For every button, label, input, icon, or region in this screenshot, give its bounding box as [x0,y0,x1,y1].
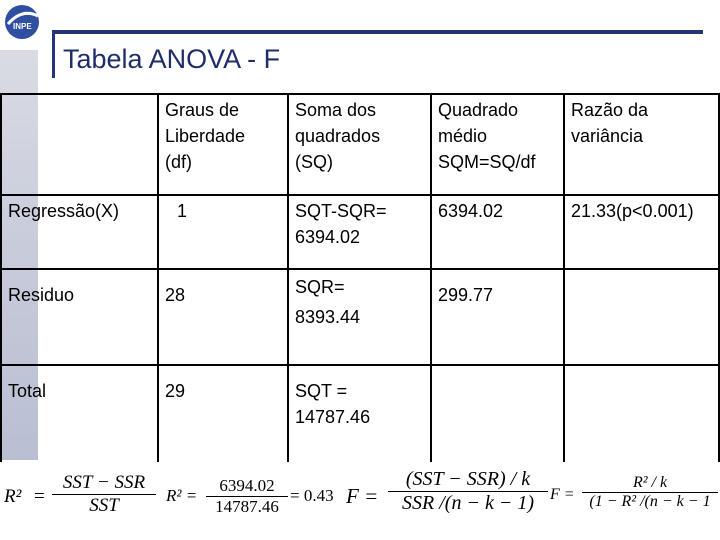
header-cell-sq [288,94,431,195]
row-label: Regressão(X) [1,195,158,269]
formula-r2-lhs: R² [4,486,22,507]
row-sq [288,269,431,365]
row-sq-line: 14787.46 [295,407,371,427]
inpe-logo-icon [2,2,42,42]
header-line: Soma dos [295,100,377,120]
row-df: 1 [158,195,288,269]
row-label: Total [1,365,158,489]
table-header-row [1,94,719,195]
formula-r2b-denominator: 14787.46 [215,497,279,516]
header-line: Graus de [165,100,240,120]
header-line: Razão da [571,100,649,120]
header-line: Liberdade [165,126,246,146]
row-sq-line: SQT = [295,381,348,401]
header-cell-ratio [564,94,719,195]
header-cell-empty [1,94,158,195]
header-line: quadrados [295,126,381,146]
anova-table [0,93,720,490]
header-line: variância [571,126,644,146]
row-sqm: 6394.02 [431,195,564,269]
page-title: Tabela ANOVA - F [63,44,281,74]
table-row [1,269,719,365]
svg-text:INPE: INPE [13,22,32,31]
formula-band [0,462,720,540]
header-line: médio [438,126,488,146]
formula-r2b-fraction [206,476,288,517]
formula-f-fraction [388,468,548,515]
row-sq-line: 8393.44 [295,307,361,327]
formula-r2-eq: = [34,486,45,507]
header-cell-sqm [431,94,564,195]
row-df: 28 [158,269,288,365]
row-f: 21.33(p<0.001) [564,195,719,269]
row-sq-line: SQT-SQR= [295,201,387,221]
formula-r2b-numerator: 6394.02 [206,476,288,497]
formula-r2b-result: = 0.43 [290,486,334,505]
table-row [1,195,719,269]
row-sqm: 299.77 [431,269,564,365]
formula-f-denominator: SSR /(n − k − 1) [402,492,534,514]
formula-f2-numerator: R² / k [582,474,718,493]
formula-f-numerator: (SST − SSR) / k [388,468,548,492]
header-line: Quadrado [438,100,519,120]
row-sq [288,195,431,269]
header-line: (df) [165,152,192,172]
row-f [564,269,719,365]
formula-r2-denominator: SST [89,495,119,516]
title-accent-horizontal [55,30,703,34]
formula-r2b-lhs: R² = [166,486,198,505]
formula-f-lhs: F = [346,484,379,508]
formula-f2-fraction [582,474,718,511]
header-line: (SQ) [295,152,333,172]
header-line: SQM=SQ/df [438,152,536,172]
row-sq-line: SQR= [295,277,345,297]
header-cell-df [158,94,288,195]
formula-f2-lhs: F = [550,486,575,503]
formula-f2-denominator: (1 − R² /(n − k − 1 [589,493,711,510]
formula-r2-fraction [52,472,156,517]
formula-r2-numerator: SST − SSR [52,472,156,495]
row-sq-line: 6394.02 [295,227,361,247]
title-accent-vertical [52,30,55,78]
row-label: Residuo [1,269,158,365]
row-df: 29 [158,365,288,489]
